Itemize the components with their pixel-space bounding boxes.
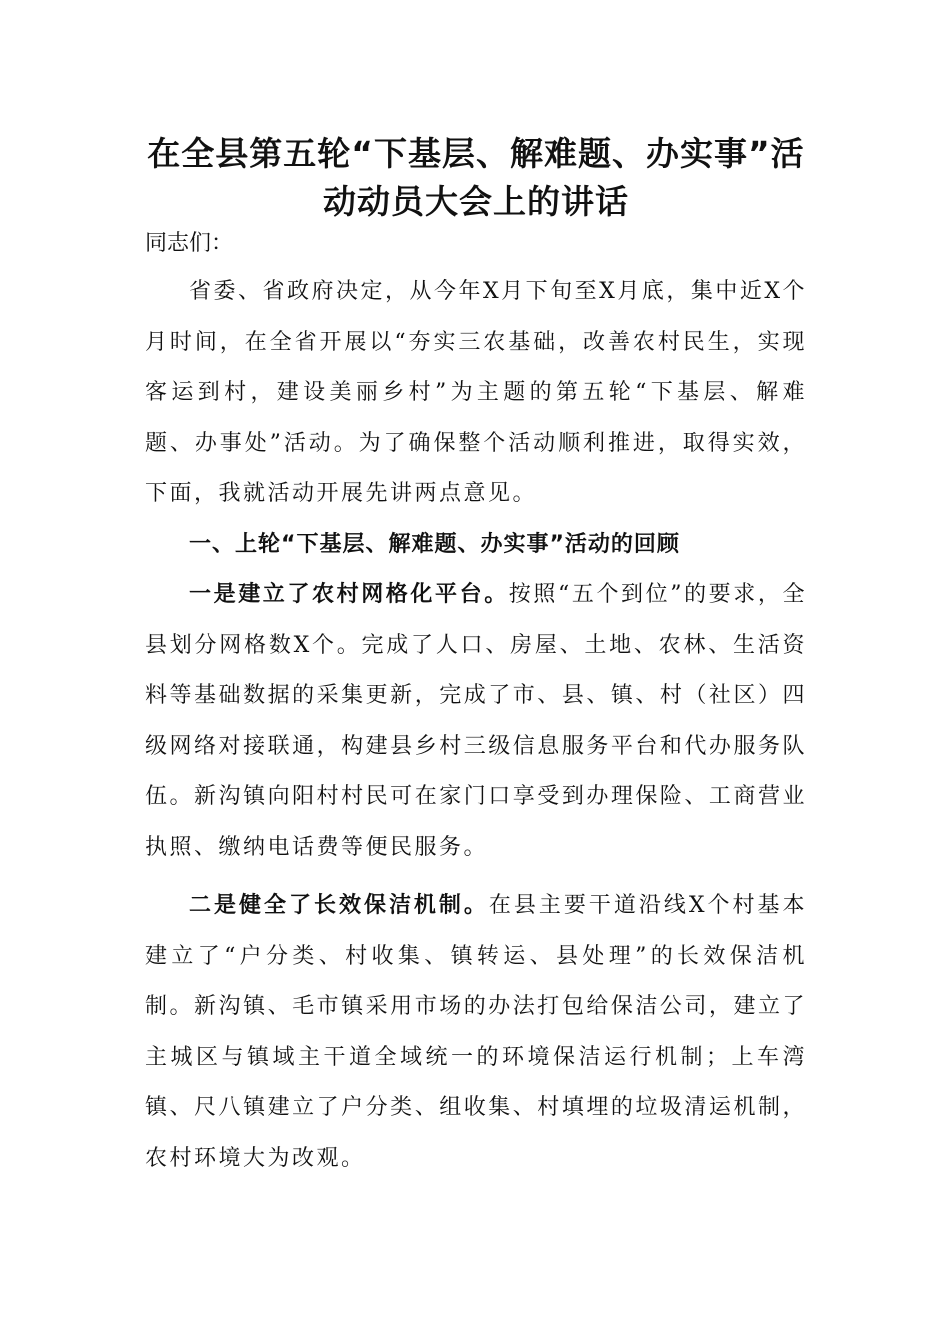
point-2-body: 在县主要干道沿线X个村基本建立了“户分类、村收集、镇转运、县处理”的长效保洁机制。新沟镇、毛市镇采用市场的办法打包给保洁公司，建立了主城区与镇域主干道全域统一的环境保洁运行机制；上车湾镇、尺八镇建立了户分类、组收集、村填埋的垃圾清运机制，农村环境大为改观。 xyxy=(145,893,807,1171)
greeting: 同志们： xyxy=(145,231,234,256)
document-title: 在全县第五轮“下基层、解难题、办实事”活动动员大会上的讲话 xyxy=(147,134,805,221)
document-page xyxy=(145,130,807,1184)
point-1-paragraph xyxy=(145,570,807,873)
point-2-lead: 二是健全了长效保洁机制。 xyxy=(189,893,489,918)
section-heading-review: 一、上轮“下基层、解难题、办实事”活动的回顾 xyxy=(189,531,680,557)
point-2-paragraph xyxy=(145,881,807,1184)
intro-paragraph: 省委、省政府决定，从今年X月下旬至X月底，集中近X个月时间，在全省开展以“夯实三农基础，改善农村民生，实现客运到村，建设美丽乡村”为主题的第五轮“下基层、解难题、办事处”活动。为了确保整个活动顺利推进，取得实效，下面，我就活动开展先讲两点意见。 xyxy=(145,279,807,506)
point-1-body: 按照“五个到位”的要求，全县划分网格数X个。完成了人口、房屋、土地、农林、生活资料等基础数据的采集更新，完成了市、县、镇、村（社区）四级网络对接联通，构建县乡村三级信息服务平台和代办服务队伍。新沟镇向阳村村民可在家门口享受到办理保险、工商营业执照、缴纳电话费等便民服务。 xyxy=(145,582,807,860)
paragraph-gap xyxy=(145,873,807,881)
point-1-lead: 一是建立了农村网格化平台。 xyxy=(189,582,509,607)
